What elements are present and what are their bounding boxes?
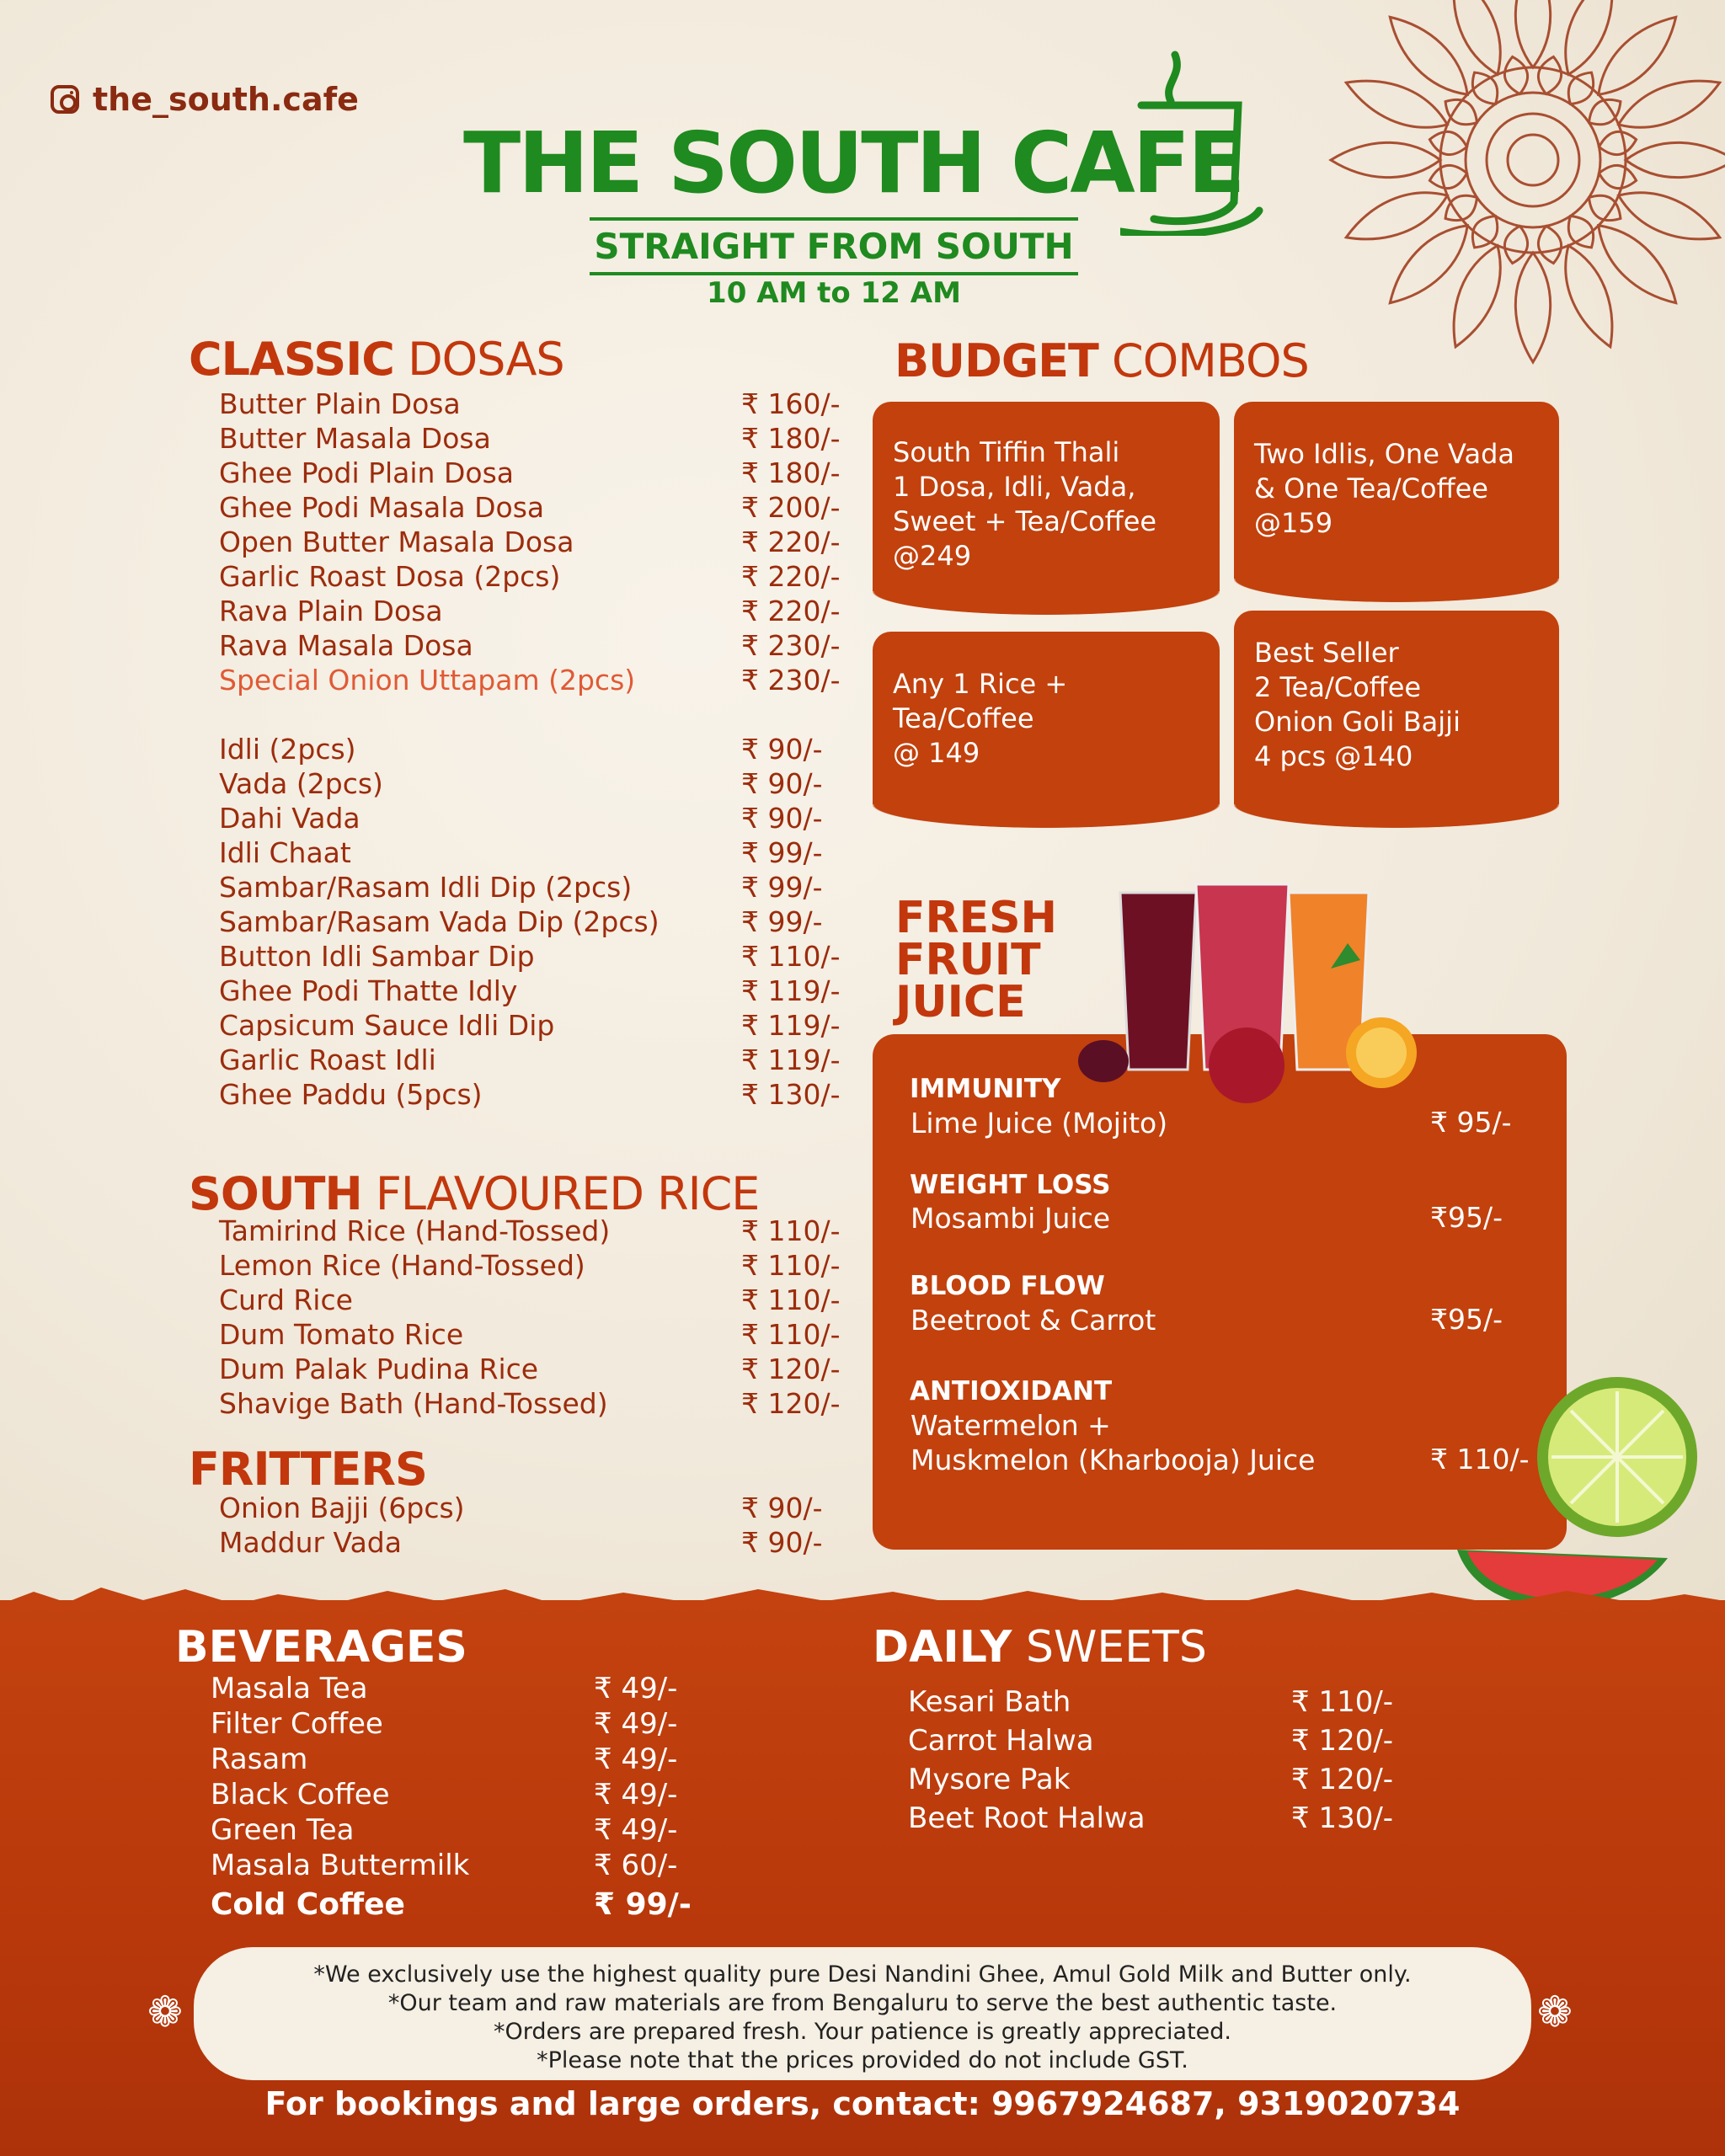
item-price: ₹ 180/- bbox=[741, 422, 841, 455]
beverages-heading: BEVERAGES bbox=[175, 1622, 467, 1673]
juice-name bbox=[911, 1106, 1167, 1140]
item-price: ₹ 110/- bbox=[741, 1318, 841, 1351]
item-name: Dahi Vada bbox=[219, 802, 360, 835]
item-price: ₹ 230/- bbox=[741, 664, 841, 696]
rice-list bbox=[219, 1214, 841, 1421]
juice-name bbox=[911, 1408, 1315, 1477]
combo-line: Sweet + Tea/Coffee bbox=[893, 505, 1157, 537]
item-name: Dum Tomato Rice bbox=[219, 1318, 464, 1351]
mandala-inner-petal bbox=[1428, 162, 1469, 191]
juice-heading-line: FRESH bbox=[895, 893, 1058, 943]
item-price: ₹ 120/- bbox=[1291, 1724, 1394, 1758]
combo-card[interactable] bbox=[1234, 402, 1559, 579]
item-name: Onion Bajji (6pcs) bbox=[219, 1492, 465, 1524]
list-item bbox=[219, 1525, 823, 1560]
mandala-petal bbox=[1552, 239, 1626, 354]
list-item bbox=[211, 1671, 692, 1706]
flower-icon: ❁ bbox=[147, 1988, 183, 2036]
list-item bbox=[219, 628, 841, 663]
item-name: Beet Root Halwa bbox=[908, 1801, 1146, 1835]
item-name: Butter Masala Dosa bbox=[219, 422, 491, 455]
list-item bbox=[219, 1248, 841, 1283]
item-name: Filter Coffee bbox=[211, 1707, 383, 1741]
item-price: ₹ 180/- bbox=[741, 456, 841, 489]
list-item bbox=[211, 1706, 692, 1742]
flower-icon: ❁ bbox=[1537, 1988, 1573, 2036]
list-item bbox=[219, 559, 841, 594]
item-name: Ghee Paddu (5pcs) bbox=[219, 1078, 483, 1111]
combo-line: Onion Goli Bajji bbox=[1254, 706, 1461, 738]
combo-line: 1 Dosa, Idli, Vada, bbox=[893, 471, 1136, 503]
list-item bbox=[908, 1683, 1393, 1721]
item-price: ₹ 49/- bbox=[594, 1742, 678, 1776]
item-price: ₹ 90/- bbox=[741, 1526, 823, 1559]
combo-line: South Tiffin Thali bbox=[893, 436, 1120, 468]
cafe-title: THE SOUTH CAFE bbox=[463, 114, 1243, 212]
item-name: Mysore Pak bbox=[908, 1763, 1071, 1796]
heading-part-a: FRITTERS bbox=[189, 1443, 427, 1496]
mandala-inner-petal bbox=[1501, 224, 1530, 265]
contact-info: For bookings and large orders, contact: 9967924687, 9319020734 bbox=[264, 2085, 1461, 2122]
list-item bbox=[219, 1386, 841, 1421]
instagram-icon bbox=[51, 85, 79, 114]
combo-line: Best Seller bbox=[1254, 637, 1399, 669]
list-item bbox=[219, 1283, 841, 1317]
combo-card[interactable] bbox=[873, 402, 1220, 591]
sweets-list bbox=[908, 1683, 1393, 1838]
list-item bbox=[219, 594, 841, 628]
item-price: ₹ 60/- bbox=[594, 1849, 678, 1882]
mandala-decoration bbox=[1314, 0, 1725, 379]
mandala-inner-petal bbox=[1597, 128, 1638, 157]
juice-heading-line: FRUIT bbox=[895, 935, 1041, 985]
heading-part-a: SOUTH bbox=[189, 1167, 362, 1220]
list-item bbox=[908, 1799, 1393, 1838]
item-price: ₹ 99/- bbox=[741, 836, 823, 869]
list-item bbox=[211, 1777, 692, 1812]
list-item bbox=[219, 525, 841, 559]
item-price: ₹ 99/- bbox=[594, 1886, 692, 1922]
item-name: Maddur Vada bbox=[219, 1526, 402, 1559]
item-name: Rava Masala Dosa bbox=[219, 629, 473, 662]
list-item bbox=[211, 1742, 692, 1777]
combo-line: Two Idlis, One Vada bbox=[1254, 438, 1514, 470]
juice-price: ₹ 110/- bbox=[1430, 1443, 1530, 1476]
item-name: Sambar/Rasam Vada Dip (2pcs) bbox=[219, 905, 660, 938]
mandala-petal bbox=[1439, 0, 1514, 81]
list-item bbox=[219, 1491, 823, 1525]
tagline: STRAIGHT FROM SOUTH bbox=[590, 217, 1078, 275]
combos-heading bbox=[895, 334, 1309, 387]
item-name: Rava Plain Dosa bbox=[219, 595, 443, 627]
heading-part-b: FLAVOURED RICE bbox=[361, 1167, 760, 1220]
item-name: Masala Buttermilk bbox=[211, 1849, 470, 1882]
juice-name bbox=[911, 1303, 1156, 1337]
juice-price: ₹ 95/- bbox=[1430, 1106, 1512, 1139]
dosa-list bbox=[219, 387, 841, 1112]
item-name: Idli (2pcs) bbox=[219, 733, 356, 766]
list-item bbox=[219, 835, 841, 870]
item-price: ₹ 230/- bbox=[741, 629, 841, 662]
juice-price: ₹95/- bbox=[1430, 1201, 1503, 1234]
combo-line: 4 pcs @140 bbox=[1254, 740, 1413, 772]
item-price: ₹ 110/- bbox=[741, 1283, 841, 1316]
list-item bbox=[219, 801, 841, 835]
item-name: Masala Tea bbox=[211, 1672, 368, 1705]
item-name: Rasam bbox=[211, 1742, 308, 1776]
heading-part-b: COMBOS bbox=[1097, 334, 1309, 387]
heading-part-a: BUDGET bbox=[895, 334, 1098, 387]
item-name: Garlic Roast Idli bbox=[219, 1043, 436, 1076]
juice-glasses-image bbox=[1078, 876, 1432, 1112]
item-name: Ghee Podi Masala Dosa bbox=[219, 491, 545, 524]
list-item bbox=[219, 1008, 841, 1043]
item-price: ₹ 200/- bbox=[741, 491, 841, 524]
mandala-petal bbox=[1378, 5, 1480, 107]
item-price: ₹ 220/- bbox=[741, 560, 841, 593]
juice-heading bbox=[895, 893, 1058, 1027]
juice-heading-line: JUICE bbox=[895, 977, 1026, 1027]
item-price: ₹ 130/- bbox=[741, 1078, 841, 1111]
juice-name-line: Watermelon + bbox=[911, 1409, 1111, 1442]
list-item bbox=[908, 1721, 1393, 1760]
list-item bbox=[219, 421, 841, 456]
list-item-highlight bbox=[211, 1883, 692, 1925]
item-price: ₹ 120/- bbox=[741, 1387, 841, 1420]
item-name: Lemon Rice (Hand-Tossed) bbox=[219, 1249, 585, 1282]
item-price: ₹ 99/- bbox=[741, 905, 823, 938]
combo-card[interactable] bbox=[1234, 611, 1559, 804]
list-item bbox=[219, 1317, 841, 1352]
mandala-inner-petal bbox=[1535, 224, 1564, 265]
juice-category: WEIGHT LOSS bbox=[910, 1170, 1111, 1200]
notes-box bbox=[194, 1947, 1531, 2080]
mandala-petal bbox=[1439, 239, 1514, 354]
item-name: Shavige Bath (Hand-Tossed) bbox=[219, 1387, 608, 1420]
combo-line: @159 bbox=[1254, 507, 1333, 539]
list-item bbox=[219, 870, 841, 905]
item-price: ₹ 49/- bbox=[594, 1813, 678, 1847]
classic-dosas-heading bbox=[189, 333, 564, 386]
item-price: ₹ 120/- bbox=[741, 1353, 841, 1385]
mandala-petal bbox=[1515, 0, 1550, 67]
mandala-petal bbox=[1612, 67, 1725, 141]
item-price: ₹ 110/- bbox=[741, 1214, 841, 1247]
beverages-list bbox=[211, 1671, 692, 1925]
list-item bbox=[211, 1812, 692, 1848]
fritters-list bbox=[219, 1491, 823, 1560]
item-price: ₹ 49/- bbox=[594, 1672, 678, 1705]
list-item bbox=[219, 387, 841, 421]
item-name: Black Coffee bbox=[211, 1778, 390, 1812]
mandala-inner-petal bbox=[1428, 128, 1469, 157]
item-price: ₹ 220/- bbox=[741, 595, 841, 627]
item-name: Idli Chaat bbox=[219, 836, 351, 869]
juice-name-line: Beetroot & Carrot bbox=[911, 1304, 1156, 1337]
item-name: Open Butter Masala Dosa bbox=[219, 526, 574, 558]
note-line: *We exclusively use the highest quality pure Desi Nandini Ghee, Amul Gold Milk and Butter only. bbox=[313, 1961, 1412, 1988]
list-item bbox=[219, 1077, 841, 1112]
mandala-petal bbox=[1626, 142, 1725, 177]
item-name: Butter Plain Dosa bbox=[219, 387, 461, 420]
juice-category: IMMUNITY bbox=[910, 1074, 1061, 1104]
item-price: ₹ 160/- bbox=[741, 387, 841, 420]
combo-card[interactable] bbox=[873, 632, 1220, 804]
item-price: ₹ 49/- bbox=[594, 1778, 678, 1812]
mandala-petal bbox=[1586, 213, 1688, 315]
instagram-handle-text: the_south.cafe bbox=[93, 81, 359, 118]
item-name: Capsicum Sauce Idli Dip bbox=[219, 1009, 555, 1042]
item-name: Dum Palak Pudina Rice bbox=[219, 1353, 539, 1385]
item-price: ₹ 99/- bbox=[741, 871, 823, 904]
item-price: ₹ 119/- bbox=[741, 1043, 841, 1076]
list-item bbox=[219, 456, 841, 490]
list-item bbox=[219, 732, 841, 766]
mandala-petal bbox=[1339, 67, 1454, 141]
list-item bbox=[908, 1760, 1393, 1799]
item-name: Kesari Bath bbox=[908, 1685, 1071, 1719]
combo-line: @249 bbox=[893, 540, 972, 572]
mandala-inner-petal bbox=[1597, 162, 1638, 191]
note-line: *Please note that the prices provided do not include GST. bbox=[537, 2047, 1188, 2073]
item-name: Special Onion Uttapam (2pcs) bbox=[219, 664, 636, 696]
mandala-petal bbox=[1586, 5, 1688, 107]
item-price: ₹ 119/- bbox=[741, 974, 841, 1007]
heading-part-a: CLASSIC bbox=[189, 333, 394, 386]
list-item bbox=[219, 1043, 841, 1077]
item-price: ₹ 130/- bbox=[1291, 1801, 1394, 1835]
item-name: Ghee Podi Plain Dosa bbox=[219, 456, 514, 489]
item-name: Tamirind Rice (Hand-Tossed) bbox=[219, 1214, 611, 1247]
juice-category: ANTIOXIDANT bbox=[910, 1376, 1113, 1406]
item-price: ₹ 90/- bbox=[741, 767, 823, 800]
note-line: *Orders are prepared fresh. Your patience is greatly appreciated. bbox=[494, 2019, 1231, 2045]
item-name: Vada (2pcs) bbox=[219, 767, 383, 800]
item-price: ₹ 110/- bbox=[1291, 1685, 1394, 1719]
list-item bbox=[219, 939, 841, 974]
item-name: Button Idli Sambar Dip bbox=[219, 940, 535, 973]
item-name: Ghee Podi Thatte Idly bbox=[219, 974, 518, 1007]
mandala-petal bbox=[1515, 253, 1550, 362]
heading-part-b: SWEETS bbox=[1012, 1622, 1207, 1673]
item-name: Carrot Halwa bbox=[908, 1724, 1094, 1758]
mandala-petal bbox=[1331, 142, 1440, 177]
combo-line: Any 1 Rice + bbox=[893, 668, 1068, 700]
list-item bbox=[219, 905, 841, 939]
mandala-petal bbox=[1339, 179, 1454, 253]
coffee-cup-icon bbox=[1120, 42, 1272, 236]
juice-name bbox=[911, 1201, 1110, 1235]
item-price: ₹ 119/- bbox=[741, 1009, 841, 1042]
list-item bbox=[219, 974, 841, 1008]
list-item bbox=[219, 1214, 841, 1248]
instagram-handle[interactable] bbox=[51, 81, 359, 118]
item-name: Curd Rice bbox=[219, 1283, 353, 1316]
heading-part-a: DAILY bbox=[873, 1622, 1012, 1673]
combo-line: @ 149 bbox=[893, 737, 980, 769]
sweets-heading bbox=[873, 1622, 1207, 1673]
item-price: ₹ 110/- bbox=[741, 1249, 841, 1282]
item-name: Cold Coffee bbox=[211, 1886, 405, 1922]
mandala-petal bbox=[1552, 0, 1626, 81]
item-price: ₹ 110/- bbox=[741, 940, 841, 973]
opening-hours: 10 AM to 12 AM bbox=[707, 276, 961, 310]
note-line: *Our team and raw materials are from Bengaluru to serve the best authentic taste. bbox=[387, 1990, 1338, 2016]
item-name: Green Tea bbox=[211, 1813, 355, 1847]
combo-line: 2 Tea/Coffee bbox=[1254, 671, 1422, 703]
list-item-special bbox=[219, 663, 841, 697]
item-name: Sambar/Rasam Idli Dip (2pcs) bbox=[219, 871, 633, 904]
combo-line: & One Tea/Coffee bbox=[1254, 472, 1488, 504]
mandala-petal bbox=[1612, 179, 1725, 253]
list-item bbox=[219, 766, 841, 801]
juice-name-line: Lime Juice (Mojito) bbox=[911, 1107, 1168, 1139]
mandala-inner-petal bbox=[1535, 55, 1564, 96]
mandala-petal bbox=[1378, 213, 1480, 315]
item-price: ₹ 120/- bbox=[1291, 1763, 1394, 1796]
juice-category: BLOOD FLOW bbox=[910, 1271, 1105, 1301]
item-price: ₹ 90/- bbox=[741, 1492, 823, 1524]
item-price: ₹ 49/- bbox=[594, 1707, 678, 1741]
rice-heading bbox=[189, 1167, 759, 1220]
heading-part-b: DOSAS bbox=[393, 333, 564, 386]
spacer bbox=[219, 697, 841, 732]
juice-price: ₹95/- bbox=[1430, 1303, 1503, 1336]
mandala-inner-petal bbox=[1501, 55, 1530, 96]
fritters-heading bbox=[189, 1443, 427, 1496]
juice-name-line: Muskmelon (Kharbooja) Juice bbox=[911, 1444, 1316, 1476]
combo-line: Tea/Coffee bbox=[893, 702, 1034, 734]
list-item bbox=[219, 490, 841, 525]
juice-name-line: Mosambi Juice bbox=[911, 1202, 1111, 1235]
list-item bbox=[219, 1352, 841, 1386]
item-price: ₹ 90/- bbox=[741, 802, 823, 835]
list-item bbox=[211, 1848, 692, 1883]
item-price: ₹ 220/- bbox=[741, 526, 841, 558]
item-name: Garlic Roast Dosa (2pcs) bbox=[219, 560, 561, 593]
item-price: ₹ 90/- bbox=[741, 733, 823, 766]
